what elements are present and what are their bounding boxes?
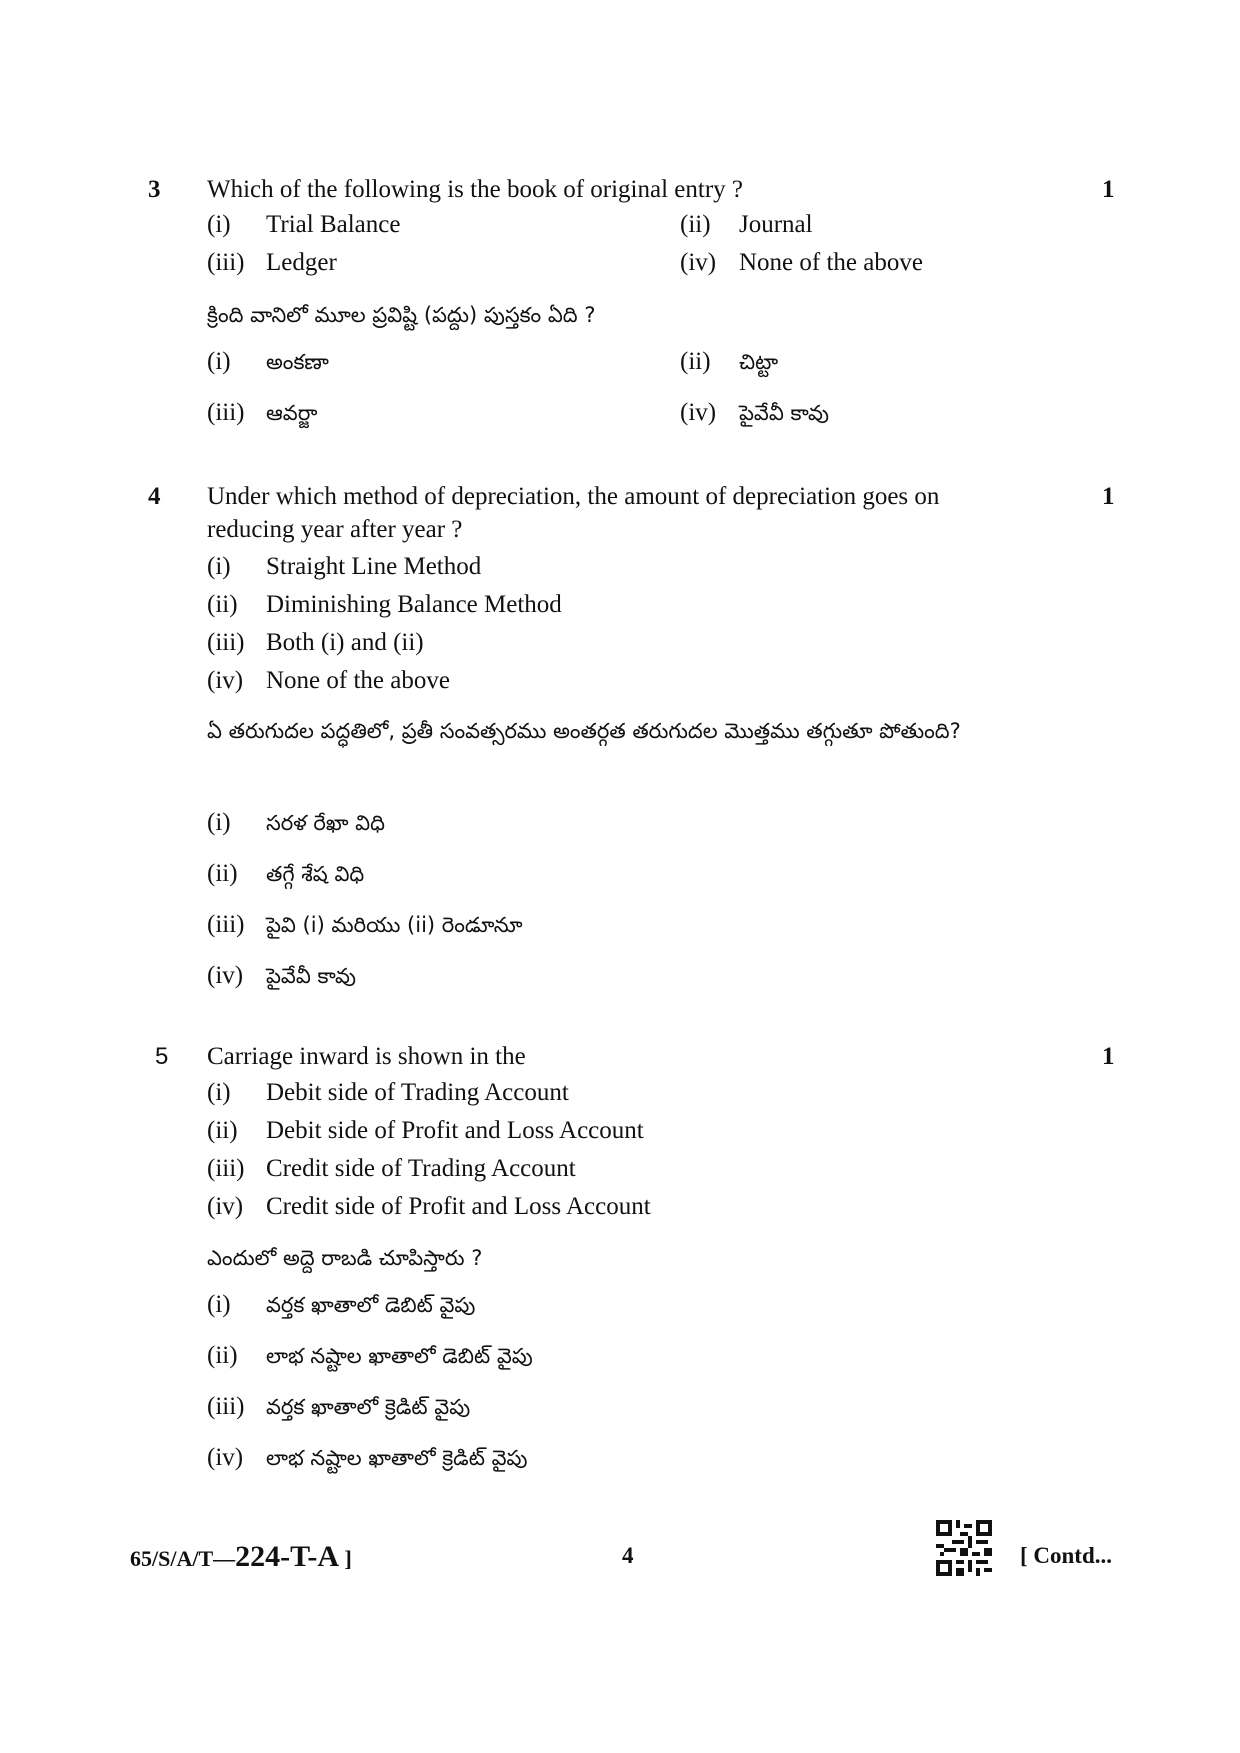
question-text-telugu: ఎందులో అద్దె రాబడి చూపిస్తారు ? — [207, 1246, 483, 1270]
option-label: (i) — [207, 809, 231, 836]
question-text: Carriage inward is shown in the — [207, 1043, 526, 1070]
option-text: తగ్గే శేష విధి — [266, 862, 365, 886]
qr-code-icon — [936, 1520, 992, 1576]
question-text: Under which method of depreciation, the amount of depreciation goes on reducing year after year ? — [207, 483, 940, 543]
option-ii — [680, 211, 813, 239]
question-text-telugu: ఏ తరుగుదల పద్ధతిలో, ప్రతీ సంవత్సరము అంతర్గత తరుగుదల మొత్తము తగ్గుతూ పోతుంది? — [207, 719, 961, 743]
option-i — [207, 1079, 569, 1107]
option-text: None of the above — [266, 667, 450, 694]
option-label: (iii) — [207, 399, 245, 426]
option-ii-telugu — [680, 348, 778, 380]
option-label: (i) — [207, 1291, 231, 1318]
option-label: (i) — [207, 553, 231, 580]
option-iv — [207, 667, 450, 695]
option-iv-telugu — [207, 962, 356, 994]
option-text: Debit side of Profit and Loss Account — [266, 1117, 644, 1144]
option-ii-telugu — [207, 860, 364, 892]
option-label: (iv) — [207, 1444, 244, 1471]
option-text: Credit side of Trading Account — [266, 1155, 576, 1182]
option-label: (iv) — [207, 667, 244, 694]
option-text: పైవేవీ కావు — [266, 964, 356, 988]
option-text: సరళ రేఖా విధి — [266, 811, 385, 835]
option-text: Credit side of Profit and Loss Account — [266, 1193, 651, 1220]
option-ii-telugu — [207, 1342, 533, 1374]
option-iii — [207, 629, 424, 657]
option-i — [207, 553, 481, 581]
option-text: Diminishing Balance Method — [266, 591, 562, 618]
paper-code-suffix: ] — [339, 1546, 352, 1571]
option-iii-telugu — [207, 1393, 470, 1425]
option-label: (ii) — [207, 860, 238, 887]
option-text: వర్తక ఖాతాలో డెబిట్ వైపు — [266, 1293, 476, 1317]
option-text: Trial Balance — [266, 211, 401, 238]
option-i-telugu — [207, 809, 385, 841]
option-label: (i) — [207, 1079, 231, 1106]
option-text: అంకణా — [266, 350, 329, 374]
option-text: Ledger — [266, 249, 337, 276]
option-label: (iv) — [207, 1193, 244, 1220]
option-iv — [207, 1193, 651, 1221]
question-number: 3 — [148, 176, 161, 203]
option-label: (iii) — [207, 1155, 245, 1182]
option-label: (ii) — [680, 211, 711, 238]
question-number: 4 — [148, 483, 161, 510]
option-i — [207, 211, 400, 239]
option-iii — [207, 249, 337, 277]
option-text: లాభ నష్టాల ఖాతాలో క్రెడిట్ వైపు — [266, 1446, 528, 1470]
option-text: Journal — [739, 211, 813, 238]
option-iv-telugu — [207, 1444, 528, 1476]
paper-code-prefix: 65/S/A/T— — [130, 1546, 236, 1571]
page-number: 4 — [622, 1543, 634, 1568]
question-text: Which of the following is the book of original entry ? — [207, 176, 743, 203]
option-i-telugu — [207, 348, 329, 380]
option-text: పైవి (i) మరియు (ii) రెండూనూ — [266, 913, 523, 937]
option-iii-telugu — [207, 399, 317, 431]
option-text: Both (i) and (ii) — [266, 629, 424, 656]
option-text: Debit side of Trading Account — [266, 1079, 569, 1106]
option-label: (iii) — [207, 629, 245, 656]
option-text: None of the above — [739, 249, 923, 276]
option-iv-telugu — [680, 399, 829, 431]
option-label: (i) — [207, 348, 231, 375]
question-marks: 1 — [1102, 1043, 1115, 1070]
option-ii — [207, 1117, 644, 1145]
option-label: (iv) — [680, 399, 717, 426]
option-iv — [680, 249, 923, 277]
option-i-telugu — [207, 1291, 475, 1323]
option-label: (ii) — [207, 1342, 238, 1369]
option-text: పైవేవీ కావు — [739, 401, 829, 425]
option-iii — [207, 1155, 576, 1183]
option-text: Straight Line Method — [266, 553, 482, 580]
option-label: (i) — [207, 211, 231, 238]
paper-code-main: 224-T-A — [235, 1540, 340, 1573]
paper-code — [130, 1540, 352, 1574]
option-label: (iii) — [207, 249, 245, 276]
option-label: (iv) — [207, 962, 244, 989]
option-iii-telugu — [207, 911, 523, 943]
option-label: (ii) — [680, 348, 711, 375]
question-marks: 1 — [1102, 483, 1115, 510]
option-text: చిట్టా — [739, 350, 779, 374]
option-label: (iii) — [207, 911, 245, 938]
question-text-telugu: క్రింది వానిలో మూల ప్రవిష్టి (పద్దు) పుస్తకం ఏది ? — [207, 303, 596, 327]
option-label: (iii) — [207, 1393, 245, 1420]
option-label: (ii) — [207, 1117, 238, 1144]
option-label: (iv) — [680, 249, 717, 276]
option-label: (ii) — [207, 591, 238, 618]
option-text: ఆవర్జా — [266, 401, 318, 425]
continued-label: [ Contd... — [1020, 1543, 1113, 1568]
option-text: లాభ నష్టాల ఖాతాలో డెబిట్ వైపు — [266, 1344, 533, 1368]
question-marks: 1 — [1102, 176, 1115, 203]
option-ii — [207, 591, 562, 619]
option-text: వర్తక ఖాతాలో క్రెడిట్ వైపు — [266, 1395, 471, 1419]
question-number: 5 — [155, 1043, 169, 1070]
